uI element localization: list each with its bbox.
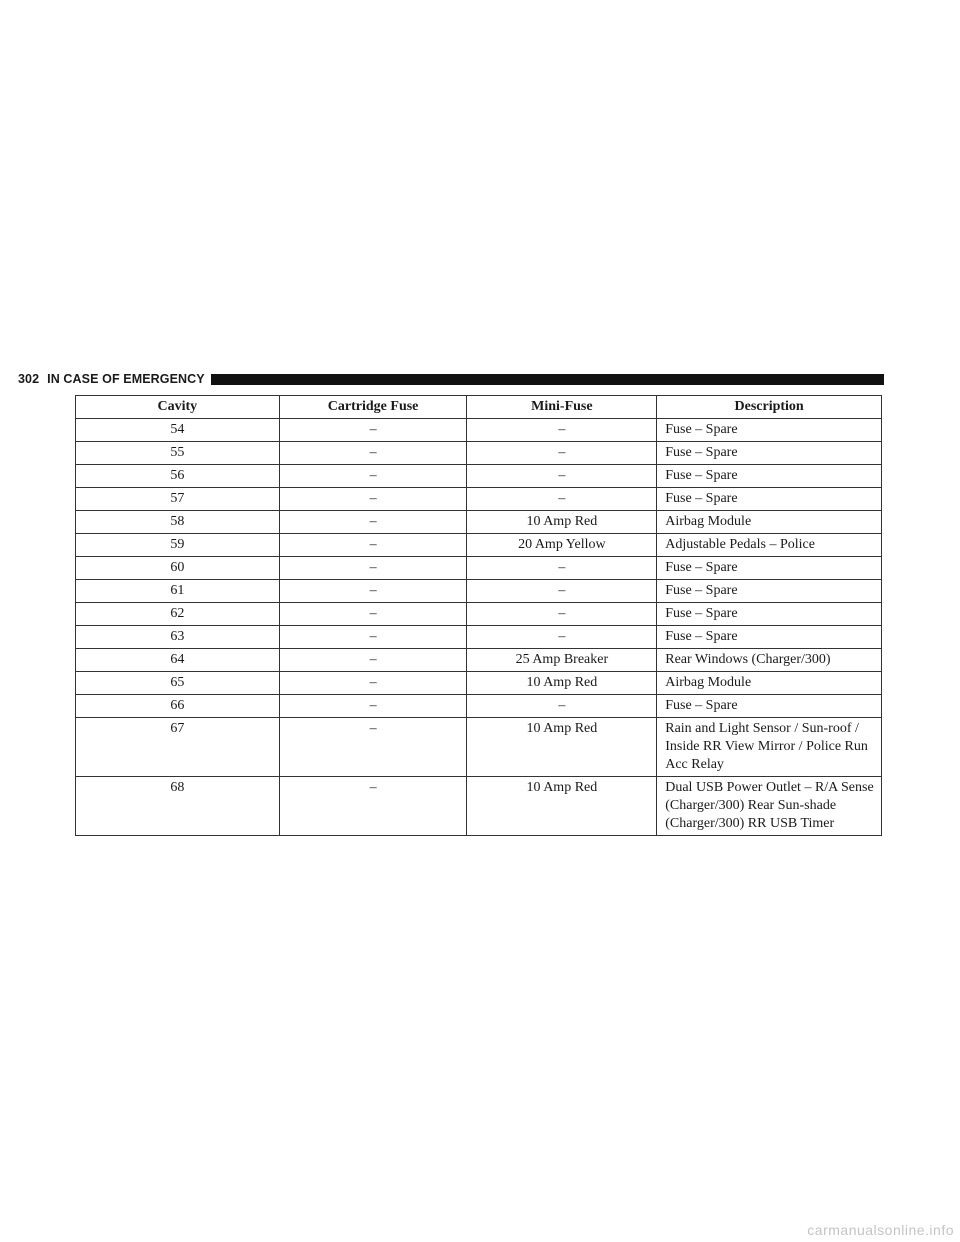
column-header-description: Description — [657, 396, 882, 419]
cell-cartridge-fuse: – — [279, 777, 467, 836]
cell-cavity: 63 — [76, 626, 280, 649]
cell-mini-fuse: – — [467, 695, 657, 718]
cell-mini-fuse: – — [467, 488, 657, 511]
cell-mini-fuse: 10 Amp Red — [467, 511, 657, 534]
column-header-mini-fuse: Mini-Fuse — [467, 396, 657, 419]
cell-description: Fuse – Spare — [657, 465, 882, 488]
cell-cavity: 56 — [76, 465, 280, 488]
table-row — [76, 442, 882, 465]
cell-cartridge-fuse: – — [279, 511, 467, 534]
cell-mini-fuse: 10 Amp Red — [467, 777, 657, 836]
table-row — [76, 534, 882, 557]
cell-cartridge-fuse: – — [279, 649, 467, 672]
cell-cartridge-fuse: – — [279, 672, 467, 695]
cell-cartridge-fuse: – — [279, 603, 467, 626]
table-row — [76, 626, 882, 649]
column-header-cartridge-fuse: Cartridge Fuse — [279, 396, 467, 419]
cell-mini-fuse: 10 Amp Red — [467, 672, 657, 695]
cell-cartridge-fuse: – — [279, 718, 467, 777]
cell-description: Fuse – Spare — [657, 580, 882, 603]
table-row — [76, 672, 882, 695]
cell-cartridge-fuse: – — [279, 488, 467, 511]
cell-cavity: 68 — [76, 777, 280, 836]
cell-cartridge-fuse: – — [279, 626, 467, 649]
table-row — [76, 718, 882, 777]
cell-mini-fuse: 20 Amp Yellow — [467, 534, 657, 557]
cell-cavity: 61 — [76, 580, 280, 603]
header-rule — [211, 374, 884, 385]
cell-description: Fuse – Spare — [657, 626, 882, 649]
cell-mini-fuse: – — [467, 603, 657, 626]
table-row — [76, 488, 882, 511]
cell-cartridge-fuse: – — [279, 695, 467, 718]
column-header-cavity: Cavity — [76, 396, 280, 419]
cell-cartridge-fuse: – — [279, 419, 467, 442]
cell-cartridge-fuse: – — [279, 534, 467, 557]
cell-cavity: 65 — [76, 672, 280, 695]
table-row — [76, 511, 882, 534]
cell-description: Dual USB Power Outlet – R/A Sense (Charger/300) Rear Sun-shade (Charger/300) RR USB Timer — [657, 777, 882, 836]
cell-description: Fuse – Spare — [657, 419, 882, 442]
cell-cartridge-fuse: – — [279, 465, 467, 488]
cell-cavity: 58 — [76, 511, 280, 534]
table-row — [76, 649, 882, 672]
section-title: IN CASE OF EMERGENCY — [47, 372, 205, 386]
cell-cavity: 54 — [76, 419, 280, 442]
page-number: 302 — [18, 372, 40, 386]
table-row — [76, 603, 882, 626]
cell-mini-fuse: – — [467, 626, 657, 649]
cell-description: Fuse – Spare — [657, 557, 882, 580]
page-header — [18, 371, 884, 387]
table-row — [76, 695, 882, 718]
cell-mini-fuse: 25 Amp Breaker — [467, 649, 657, 672]
cell-cartridge-fuse: – — [279, 580, 467, 603]
table-body — [76, 419, 882, 836]
cell-cavity: 66 — [76, 695, 280, 718]
table-row — [76, 465, 882, 488]
cell-description: Airbag Module — [657, 511, 882, 534]
cell-cavity: 59 — [76, 534, 280, 557]
cell-cartridge-fuse: – — [279, 442, 467, 465]
cell-mini-fuse: – — [467, 419, 657, 442]
cell-cavity: 67 — [76, 718, 280, 777]
table-row — [76, 777, 882, 836]
cell-mini-fuse: – — [467, 580, 657, 603]
cell-cavity: 55 — [76, 442, 280, 465]
cell-cartridge-fuse: – — [279, 557, 467, 580]
cell-description: Airbag Module — [657, 672, 882, 695]
watermark: carmanualsonline.info — [807, 1222, 954, 1238]
fuse-table — [75, 395, 882, 836]
cell-mini-fuse: – — [467, 557, 657, 580]
cell-description: Fuse – Spare — [657, 603, 882, 626]
cell-mini-fuse: – — [467, 442, 657, 465]
table-row — [76, 419, 882, 442]
cell-description: Fuse – Spare — [657, 442, 882, 465]
table-row — [76, 580, 882, 603]
cell-cavity: 64 — [76, 649, 280, 672]
cell-description: Fuse – Spare — [657, 695, 882, 718]
cell-mini-fuse: 10 Amp Red — [467, 718, 657, 777]
table-row — [76, 557, 882, 580]
cell-cavity: 60 — [76, 557, 280, 580]
cell-cavity: 57 — [76, 488, 280, 511]
cell-description: Rain and Light Sensor / Sun-roof / Inside RR View Mirror / Police Run Acc Relay — [657, 718, 882, 777]
cell-description: Rear Windows (Charger/300) — [657, 649, 882, 672]
table-header-row — [76, 396, 882, 419]
cell-mini-fuse: – — [467, 465, 657, 488]
cell-description: Fuse – Spare — [657, 488, 882, 511]
cell-cavity: 62 — [76, 603, 280, 626]
cell-description: Adjustable Pedals – Police — [657, 534, 882, 557]
